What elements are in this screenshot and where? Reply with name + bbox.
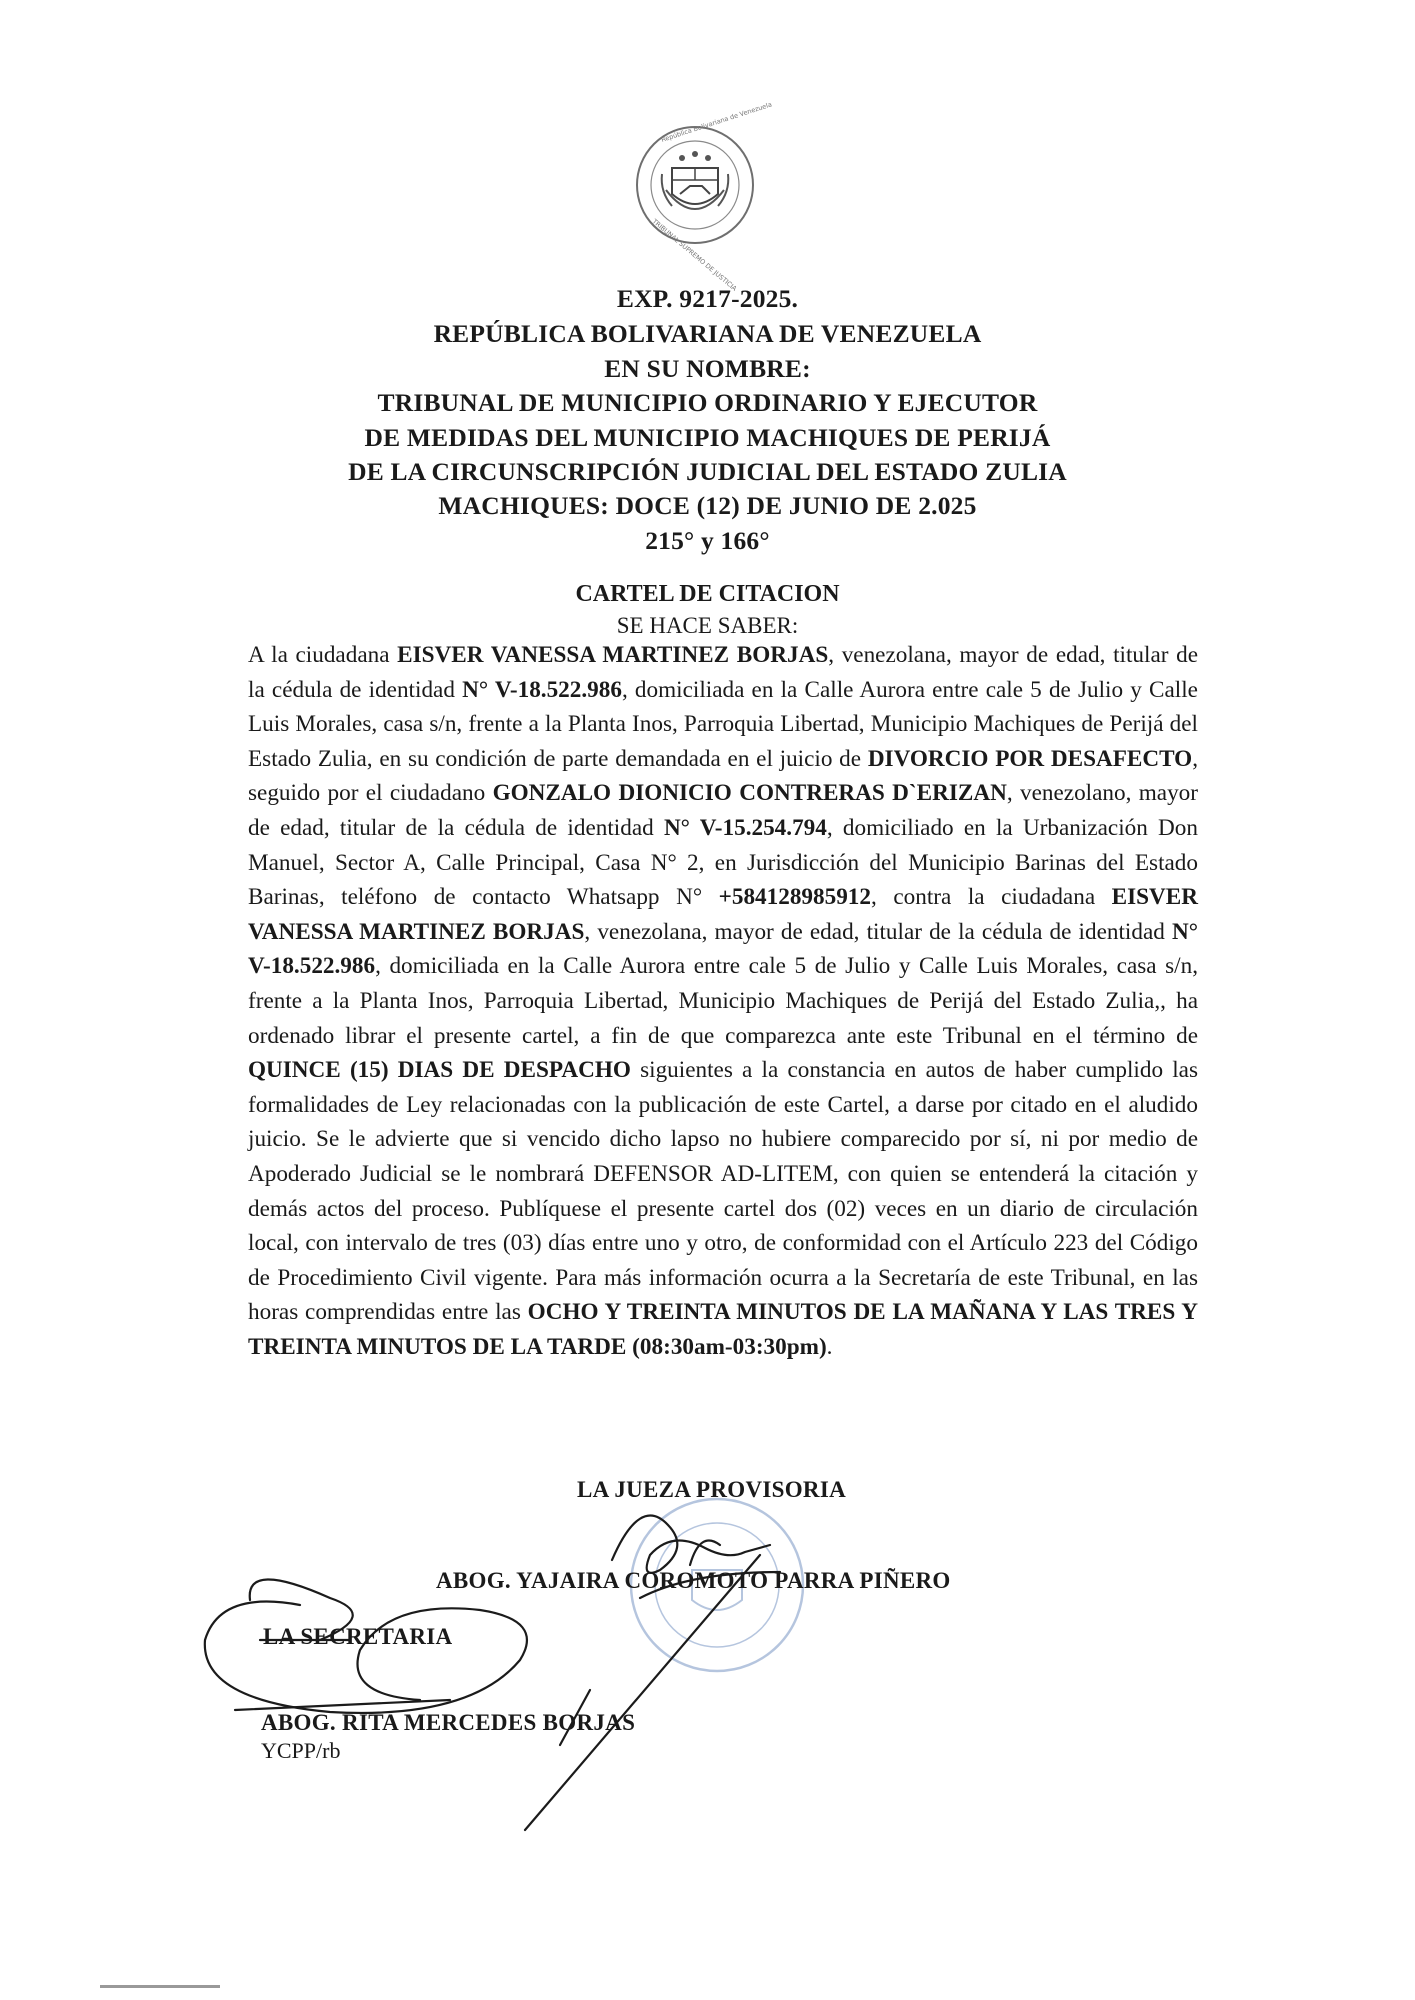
- header-line-medidas: DE MEDIDAS DEL MUNICIPIO MACHIQUES DE PERIJÁ: [364, 422, 1051, 452]
- body-bold-id: N° V-18.522.986: [248, 918, 1198, 980]
- body-bold-name: EISVER VANESSA MARTINEZ BORJAS: [397, 642, 829, 668]
- judge-name: ABOG. YAJAIRA COROMOTO PARRA PIÑERO: [436, 1568, 951, 1593]
- body-bold-name: EISVER VANESSA MARTINEZ BORJAS: [248, 884, 1198, 945]
- header-line-en-su-nombre: EN SU NOMBRE:: [604, 353, 811, 383]
- body-bold-hours: OCHO Y TREINTA MINUTOS DE LA MAÑANA Y LAS TRES Y TREINTA MINUTOS DE LA TARDE (08:30am-03:30pm): [248, 1299, 1198, 1360]
- body-bold-id: N° V-18.522.986: [462, 676, 622, 703]
- body-bold-term: QUINCE (15) DIAS DE DESPACHO: [248, 1057, 631, 1084]
- expediente-number: EXP. 9217-2025.: [616, 284, 799, 313]
- cartel-title: CARTEL DE CITACION: [575, 581, 840, 607]
- header-line-tribunal: TRIBUNAL DE MUNICIPIO ORDINARIO Y EJECUTOR: [377, 388, 1038, 418]
- body-bold-id: N° V-15.254.794: [663, 814, 827, 841]
- secretary-title: LA SECRETARIA: [263, 1624, 453, 1649]
- judge-title: LA JUEZA PROVISORIA: [577, 1477, 846, 1502]
- body-text: , domiciliado en la Urbanización Don Manuel, Sector A, Calle Principal, Casa N° 2, en Jurisdicción del Municipio Barinas del Estado Barinas, teléfono de contacto Whatsapp N°: [248, 814, 1198, 911]
- body-text: , venezolano, mayor de edad, titular de la cédula de identidad: [248, 780, 1198, 841]
- body-text: , domiciliada en la Calle Aurora entre cale 5 de Julio y Calle Luis Morales, casa s/n, frente a la Planta Inos, Parroquia Libertad, Municipio Machiques de Perijá del Estado Zulia,, ha ordenado librar el presente cartel, a fin de que comparezca ante este Tribunal en el término de: [248, 953, 1198, 1049]
- secretary-name: ABOG. RITA MERCEDES BORJAS: [261, 1710, 636, 1735]
- svg-text:TRIBUNAL SUPREMO DE JUSTICIA: TRIBUNAL SUPREMO DE JUSTICIA: [650, 217, 739, 293]
- body-bold-case-type: DIVORCIO POR DESAFECTO: [867, 745, 1193, 772]
- body-text: , domiciliada en la Calle Aurora entre cale 5 de Julio y Calle Luis Morales, casa s/n, frente a la Planta Inos, Parroquia Libertad, Municipio Machiques de Perijá del Estado Zulia, en su condición de parte demandada en el juicio de: [248, 676, 1198, 772]
- document-initials: YCPP/rb: [261, 1738, 341, 1763]
- page-edge-mark: [100, 1985, 220, 1988]
- body-text: , seguido por el ciudadano: [248, 745, 1198, 807]
- body-text: , venezolana, mayor de edad, titular de la cédula de identidad: [584, 918, 1172, 945]
- body-bold-phone: +584128985912: [718, 884, 871, 911]
- header-line-circunscripcion: DE LA CIRCUNSCRIPCIÓN JUDICIAL DEL ESTADO ZULIA: [348, 457, 1067, 487]
- body-bold-plaintiff: GONZALO DIONICIO CONTRERAS D`ERIZAN: [492, 780, 1007, 807]
- body-text: A la ciudadana: [248, 642, 398, 668]
- body-text: siguientes a la constancia en autos de haber cumplido las formalidades de Ley relacionadas con la publicación de este Cartel, a darse por citado en el aludido juicio. Se le advierte que si vencido dicho lapso no hubiere comparecido por sí, ni por medio de Apoderado Judicial se le nombrará DEFENSOR AD-LITEM, con quien se entenderá la citación y demás actos del proceso. Publíquese el presente cartel dos (02) veces en un diario de circulación local, con intervalo de tres (03) días entre uno y otro, de conformidad con el Artículo 223 del Código de Procedimiento Civil vigente. Para más información ocurra a la Secretaría de este Tribunal, en las horas comprendidas entre las: [248, 1057, 1198, 1326]
- body-text: , contra la ciudadana: [871, 884, 1112, 911]
- header-line-years: 215° y 166°: [645, 525, 770, 555]
- header-line-republic: REPÚBLICA BOLIVARIANA DE VENEZUELA: [433, 319, 982, 349]
- svg-text:República Bolivariana de Venez: República Bolivariana de Venezuela: [660, 100, 773, 144]
- cartel-subtitle: SE HACE SABER:: [616, 613, 799, 638]
- body-text: .: [826, 1333, 833, 1360]
- header-line-date: MACHIQUES: DOCE (12) DE JUNIO DE 2.025: [438, 491, 977, 521]
- body-text: , venezolana, mayor de edad, titular de la cédula de identidad: [248, 642, 1198, 703]
